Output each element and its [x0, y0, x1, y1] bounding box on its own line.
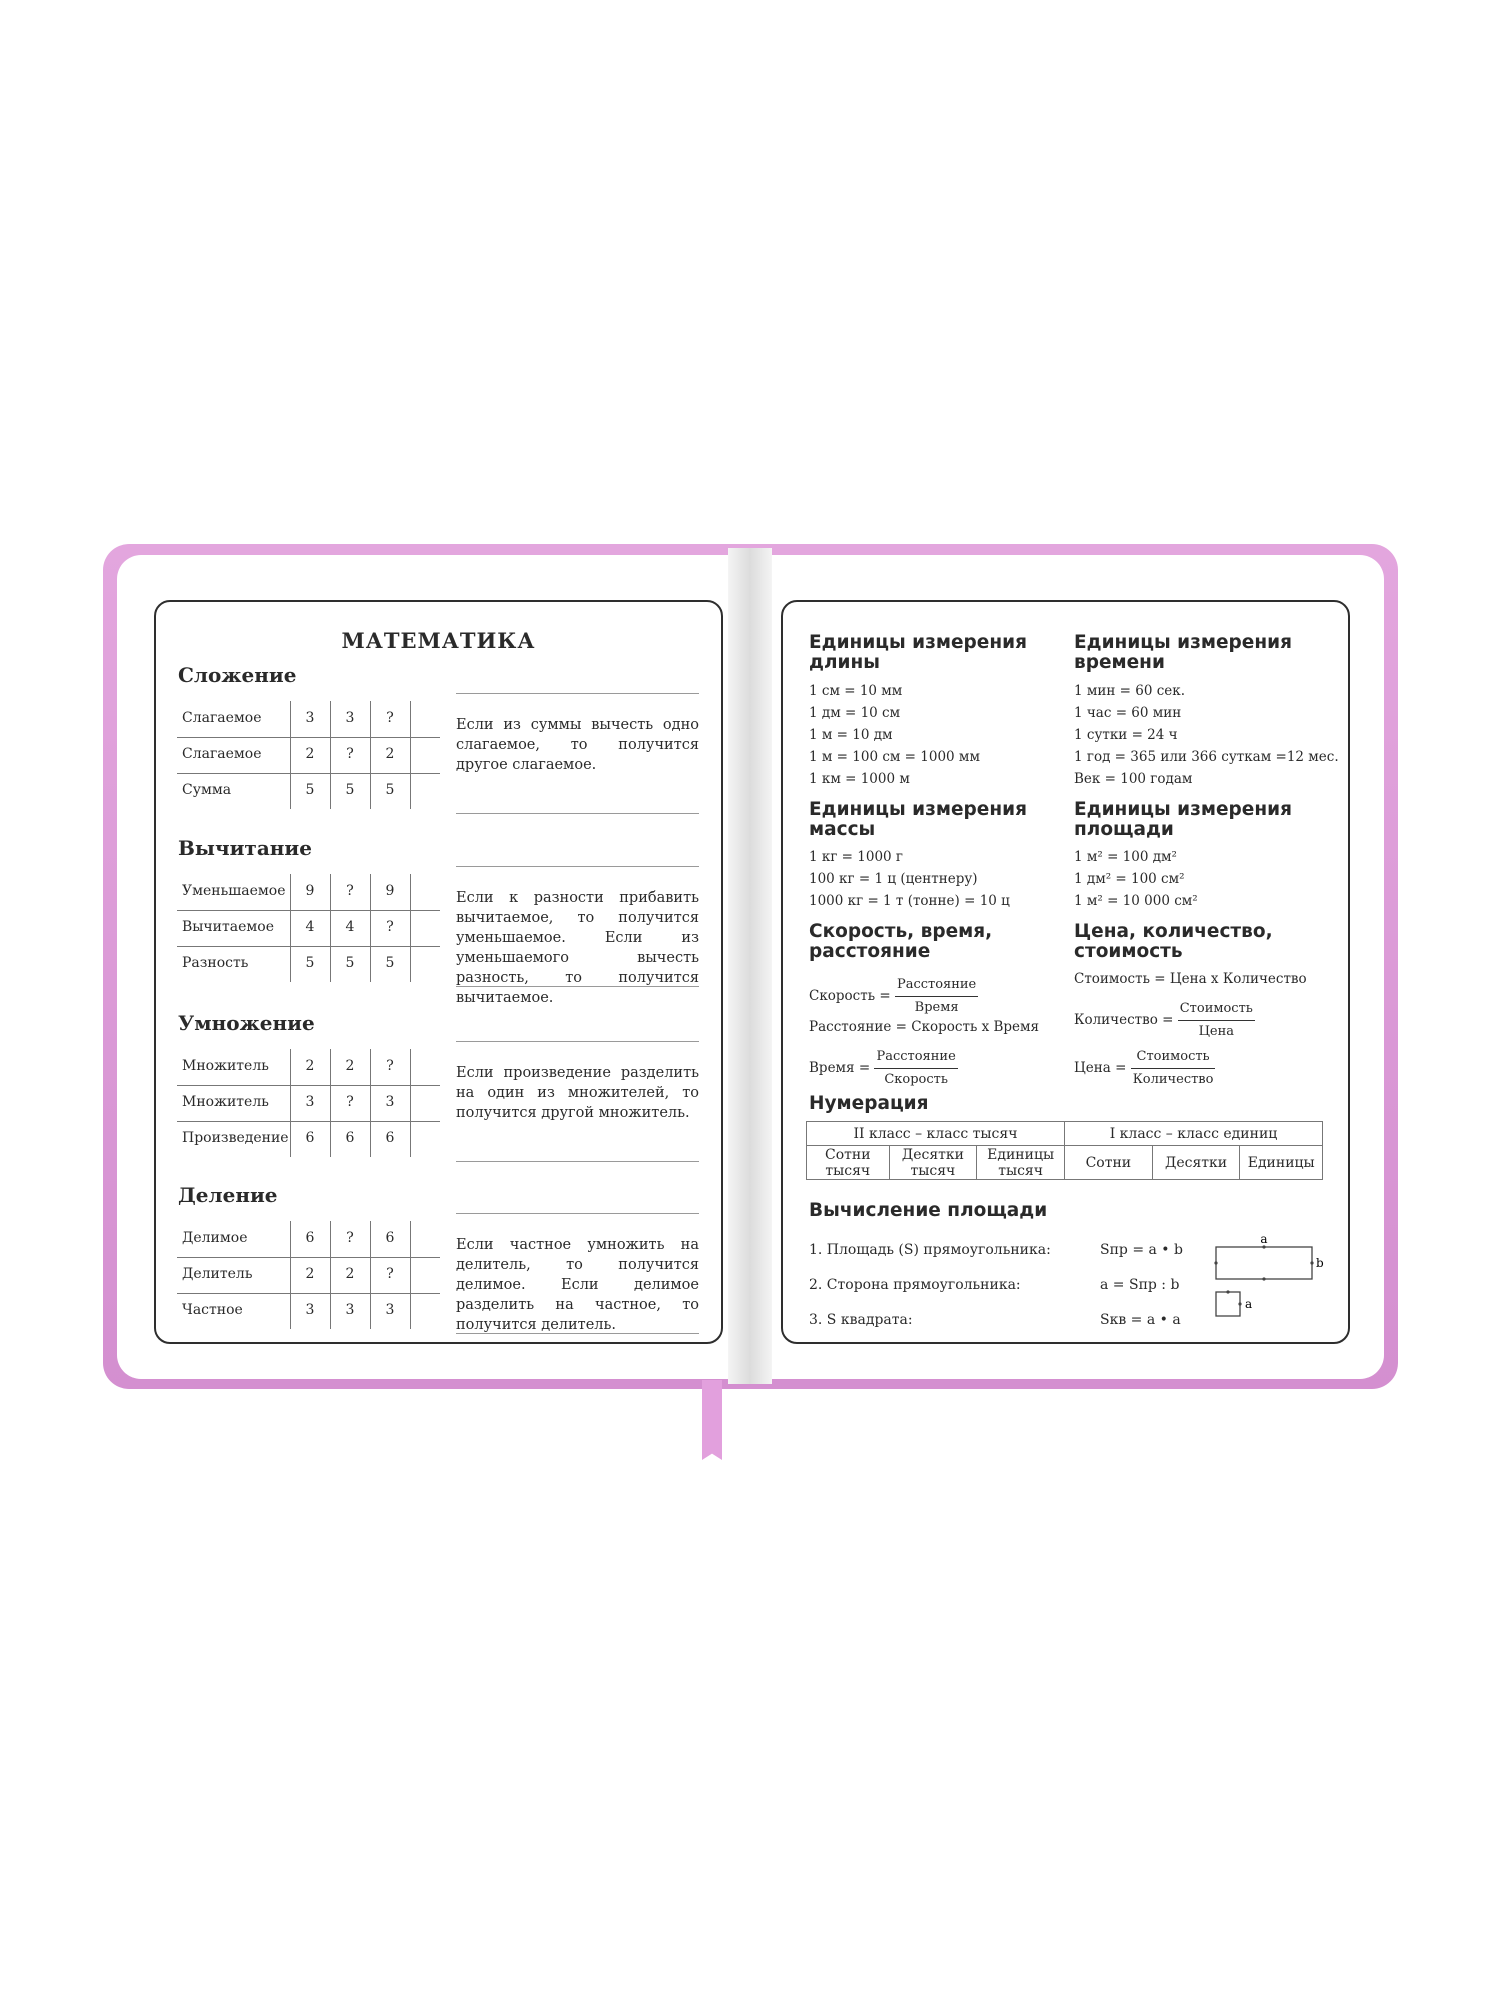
- row-label: Разность: [182, 955, 249, 971]
- area-calc-heading: Вычисление площади: [809, 1200, 1048, 1221]
- table-cell: 4: [305, 919, 315, 935]
- table-cell: 6: [385, 1230, 395, 1246]
- table-cell: Сотни: [1064, 1146, 1152, 1180]
- table-cell: 4: [345, 919, 355, 935]
- formula-lhs: Цена =: [1074, 1060, 1127, 1076]
- fraction: [874, 1046, 957, 1091]
- fraction: [1178, 998, 1255, 1043]
- divider: [456, 693, 699, 694]
- table-cell: ?: [346, 1230, 354, 1246]
- rule-text: Если из суммы вычесть одно слагаемое, то получится другое слагаемое.: [456, 717, 699, 773]
- row-label: Частное: [182, 1302, 243, 1318]
- table-cell: 3: [385, 1094, 395, 1110]
- row-label: Произведение: [182, 1130, 289, 1146]
- table-cell: 3: [305, 710, 315, 726]
- table-cell: 9: [385, 883, 395, 899]
- side-a-label: a: [1260, 1232, 1268, 1246]
- table-cell: 2: [305, 1058, 315, 1074]
- table-cell: ?: [386, 919, 394, 935]
- table-cell: 5: [345, 782, 355, 798]
- list-item: 100 кг = 1 ц (центнеру): [809, 871, 978, 887]
- square-shape: [1216, 1292, 1240, 1316]
- price-formula-3: [1074, 1046, 1215, 1091]
- list-item: 1 км = 1000 м: [809, 771, 910, 787]
- list-item: 1 см = 10 мм: [809, 683, 903, 699]
- list-item: 1 м = 10 дм: [809, 727, 893, 743]
- mass-list: [809, 846, 1059, 912]
- list-item: 1 дм = 10 см: [809, 705, 901, 721]
- table-cell: 2: [385, 746, 395, 762]
- price-formula-1: Стоимость = Цена х Количество: [1074, 971, 1307, 987]
- rectangle-shape: [1216, 1247, 1312, 1279]
- list-item: Век = 100 годам: [1074, 771, 1193, 787]
- table-cell: 5: [305, 782, 315, 798]
- list-item: 1 сутки = 24 ч: [1074, 727, 1178, 743]
- table-cell: ?: [346, 746, 354, 762]
- side-b-label: b: [1316, 1256, 1324, 1270]
- speed-formula-2: Расстояние = Скорость х Время: [809, 1019, 1040, 1035]
- formula: Sпр = a • b: [1100, 1242, 1183, 1258]
- divider: [456, 1213, 699, 1214]
- row-label: Делитель: [182, 1266, 253, 1282]
- denominator: Скорость: [884, 1072, 948, 1087]
- list-item: 1000 кг = 1 т (тонне) = 10 ц: [809, 893, 1010, 909]
- price-heading: Цена, количество, стоимость: [1074, 921, 1273, 962]
- table-cell: Единицы: [1240, 1146, 1323, 1180]
- table-cell: 6: [305, 1130, 315, 1146]
- table-cell: 2: [305, 746, 315, 762]
- time-list: [1074, 680, 1344, 790]
- numerator: Расстояние: [874, 1046, 957, 1069]
- divider: [456, 1161, 699, 1162]
- mass-heading: Единицы измерения массы: [809, 799, 1027, 840]
- denominator: Время: [914, 1000, 959, 1015]
- list-item: 3. S квадрата:: [809, 1312, 913, 1328]
- divider: [456, 1041, 699, 1042]
- area-calc-formulas: [1100, 1233, 1183, 1338]
- table-cell: 6: [305, 1230, 315, 1246]
- fraction: [1131, 1046, 1216, 1091]
- table-cell: 3: [345, 1302, 355, 1318]
- list-item: 1 кг = 1000 г: [809, 849, 904, 865]
- table-cell: ?: [386, 1266, 394, 1282]
- table-cell: ?: [386, 710, 394, 726]
- formula-lhs: Количество =: [1074, 1012, 1174, 1028]
- length-list: [809, 680, 1059, 790]
- square-side-label: a: [1245, 1297, 1253, 1311]
- grid-line: [177, 1257, 440, 1258]
- table-cell: ?: [346, 883, 354, 899]
- table-cell: ?: [386, 1058, 394, 1074]
- geometry-diagram: [1210, 1232, 1330, 1322]
- grid-line: [177, 1121, 440, 1122]
- list-item: 2. Сторона прямоугольника:: [809, 1277, 1021, 1293]
- page-gutter: [728, 548, 772, 1384]
- divider: [456, 866, 699, 867]
- table-cell: Десятки тысяч: [889, 1146, 977, 1180]
- row-label: Множитель: [182, 1094, 269, 1110]
- row-label: Множитель: [182, 1058, 269, 1074]
- class-units-header: I класс – класс единиц: [1064, 1122, 1322, 1146]
- grid-line: [177, 737, 440, 738]
- table-cell: Сотни тысяч: [807, 1146, 890, 1180]
- formula-lhs: Скорость =: [809, 988, 891, 1004]
- list-item: 1 м = 100 см = 1000 мм: [809, 749, 980, 765]
- speed-heading: Скорость, время, расстояние: [809, 921, 993, 962]
- row-label: Слагаемое: [182, 746, 262, 762]
- bookmark-ribbon: [702, 1380, 722, 1460]
- section-heading: Вычитание: [178, 836, 312, 860]
- grid-line: [177, 910, 440, 911]
- list-item: 1. Площадь (S) прямоугольника:: [809, 1242, 1051, 1258]
- formula-lhs: Время =: [809, 1060, 871, 1076]
- table-cell: Десятки: [1152, 1146, 1240, 1180]
- time-heading: Единицы измерения времени: [1074, 632, 1292, 673]
- numeration-heading: Нумерация: [809, 1093, 929, 1114]
- numeration-table: [806, 1121, 1323, 1180]
- section-heading: Сложение: [178, 663, 297, 687]
- table-cell: 2: [305, 1266, 315, 1282]
- table-cell: 6: [385, 1130, 395, 1146]
- page-title: МАТЕМАТИКА: [341, 628, 536, 653]
- table-cell: 3: [385, 1302, 395, 1318]
- table-cell: 5: [345, 955, 355, 971]
- speed-formula-3: [809, 1046, 958, 1091]
- grid-line: [410, 701, 411, 809]
- price-formula-2: [1074, 998, 1255, 1043]
- rule-text: Если частное умножить на делитель, то получится делимое. Если делимое разделить на частное, то получится делитель.: [456, 1237, 699, 1333]
- table-cell: ?: [346, 1094, 354, 1110]
- grid-line: [410, 874, 411, 982]
- table-cell: 6: [345, 1130, 355, 1146]
- table-cell: 9: [305, 883, 315, 899]
- grid-line: [177, 946, 440, 947]
- rule-text: Если к разности прибавить вычитаемое, то получится уменьшаемое. Если из уменьшаемого вычесть разность, то получится вычитаемое.: [456, 890, 699, 1006]
- formula: Sкв = a • a: [1100, 1312, 1181, 1328]
- area-calc-items: [809, 1233, 1051, 1338]
- area-units-list: [1074, 846, 1334, 912]
- numerator: Стоимость: [1131, 1046, 1216, 1069]
- row-label: Сумма: [182, 782, 232, 798]
- grid-line: [177, 773, 440, 774]
- list-item: 1 мин = 60 сек.: [1074, 683, 1186, 699]
- divider: [456, 813, 699, 814]
- table-cell: 3: [305, 1094, 315, 1110]
- class-thousands-header: II класс – класс тысяч: [807, 1122, 1065, 1146]
- table-cell: 3: [305, 1302, 315, 1318]
- section-heading: Умножение: [178, 1011, 315, 1035]
- grid-line: [410, 1221, 411, 1329]
- section-heading: Деление: [178, 1183, 278, 1207]
- denominator: Цена: [1198, 1024, 1235, 1039]
- list-item: 1 год = 365 или 366 суткам =12 мес.: [1074, 749, 1339, 765]
- table-cell: 2: [345, 1266, 355, 1282]
- length-heading: Единицы измерения длины: [809, 632, 1027, 673]
- area-units-heading: Единицы измерения площади: [1074, 799, 1292, 840]
- speed-formula-1: [809, 974, 978, 1019]
- table-cell: 5: [385, 782, 395, 798]
- table-cell: 3: [345, 710, 355, 726]
- list-item: 1 дм² = 100 см²: [1074, 871, 1185, 887]
- list-item: 1 час = 60 мин: [1074, 705, 1182, 721]
- fraction: [895, 974, 978, 1019]
- grid-line: [177, 1293, 440, 1294]
- table-cell: 5: [305, 955, 315, 971]
- row-label: Делимое: [182, 1230, 248, 1246]
- rule-text: Если произведение разделить на один из множителей, то получится другой множитель.: [456, 1065, 699, 1121]
- table-cell: 2: [345, 1058, 355, 1074]
- row-label: Слагаемое: [182, 710, 262, 726]
- table-cell: Единицы тысяч: [977, 1146, 1065, 1180]
- formula: a = Sпр : b: [1100, 1277, 1180, 1293]
- list-item: 1 м² = 10 000 см²: [1074, 893, 1198, 909]
- numerator: Расстояние: [895, 974, 978, 997]
- denominator: Количество: [1132, 1072, 1214, 1087]
- row-label: Вычитаемое: [182, 919, 274, 935]
- grid-line: [410, 1049, 411, 1157]
- list-item: 1 м² = 100 дм²: [1074, 849, 1177, 865]
- grid-line: [177, 1085, 440, 1086]
- table-cell: 5: [385, 955, 395, 971]
- row-label: Уменьшаемое: [182, 883, 286, 899]
- numerator: Стоимость: [1178, 998, 1255, 1021]
